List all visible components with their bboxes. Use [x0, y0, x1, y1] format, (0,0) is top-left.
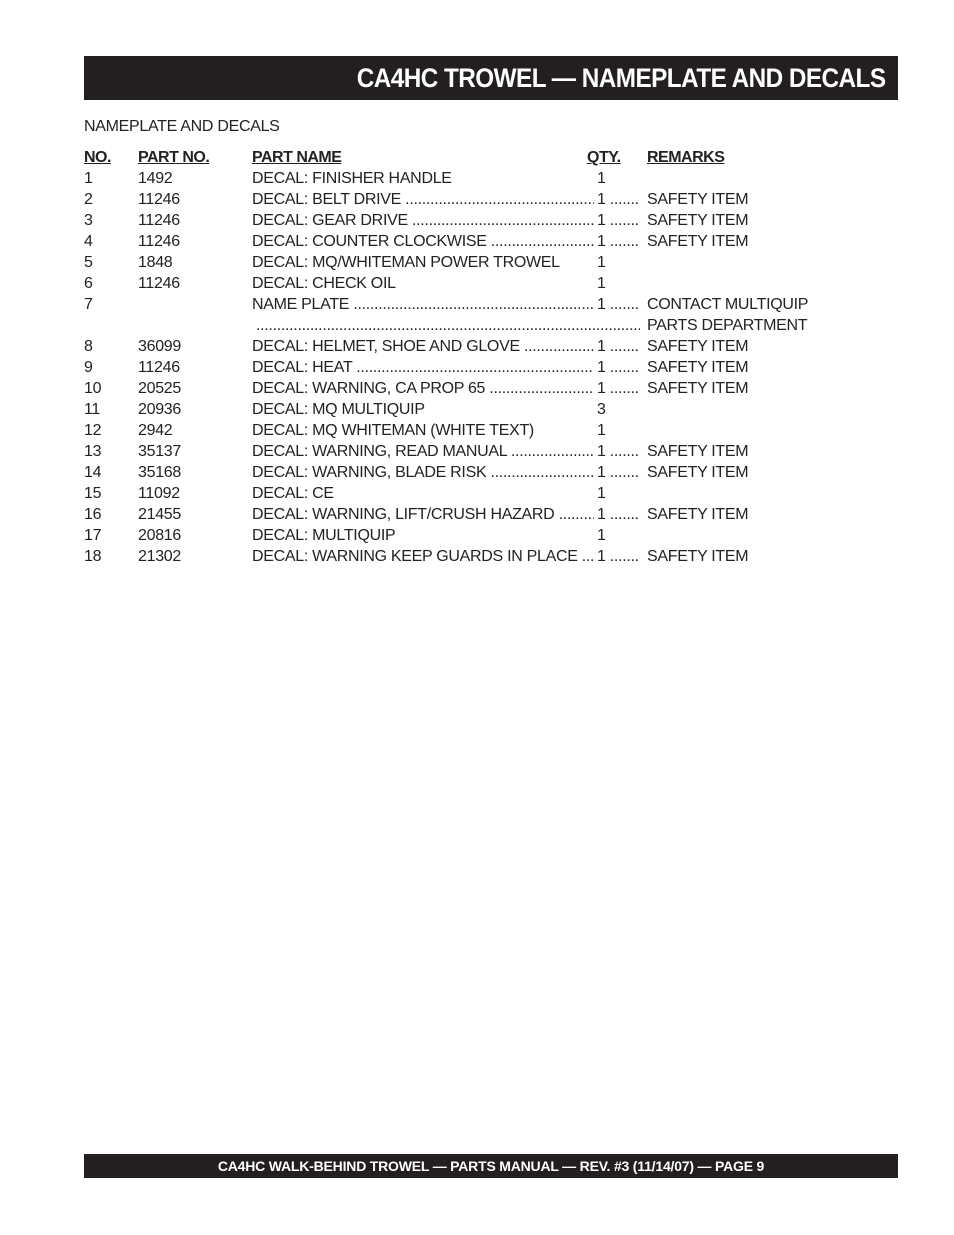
- part-qty: 1: [597, 485, 606, 502]
- part-number-index: 7: [84, 296, 93, 313]
- part-number-index: 1: [84, 170, 93, 187]
- part-name: DECAL: MQ/WHITEMAN POWER TROWEL: [252, 254, 560, 271]
- part-name: DECAL: WARNING, LIFT/CRUSH HAZARD .....: [252, 504, 594, 525]
- part-qty: 1 .......: [597, 546, 645, 567]
- part-no: 11246: [138, 233, 180, 250]
- table-row: [84, 525, 824, 546]
- part-number-index: 2: [84, 191, 93, 208]
- part-qty: 1 .......: [597, 357, 645, 378]
- leader-dots: [256, 315, 640, 336]
- part-no: 21455: [138, 506, 181, 523]
- part-number-index: 3: [84, 212, 93, 229]
- part-qty: 1 .......: [597, 441, 645, 462]
- part-name: DECAL: MQ MULTIQUIP: [252, 401, 425, 418]
- table-row: [84, 336, 824, 357]
- part-name: DECAL: CHECK OIL: [252, 275, 396, 292]
- part-number-index: 16: [84, 506, 102, 523]
- part-remarks: SAFETY ITEM: [647, 233, 749, 250]
- part-name: DECAL: HELMET, SHOE AND GLOVE .....: [252, 336, 594, 357]
- part-qty: 1: [597, 254, 606, 271]
- part-number-index: 4: [84, 233, 93, 250]
- table-row: [84, 252, 824, 273]
- footer-text: CA4HC WALK-BEHIND TROWEL — PARTS MANUAL — REV. #3 (11/14/07) — PAGE 9: [217, 1158, 765, 1174]
- part-qty: 3: [597, 401, 606, 418]
- part-no: 11246: [138, 359, 180, 376]
- table-row: [84, 504, 824, 525]
- part-name: DECAL: MQ WHITEMAN (WHITE TEXT): [252, 422, 534, 439]
- section-title: NAMEPLATE AND DECALS: [84, 118, 280, 135]
- part-number-index: 13: [84, 443, 102, 460]
- part-qty: 1 .......: [597, 294, 645, 315]
- part-no: 2942: [138, 422, 173, 439]
- table-row: [84, 357, 824, 378]
- table-row: [84, 483, 824, 504]
- part-no: 20936: [138, 401, 181, 418]
- part-number-index: 18: [84, 548, 102, 565]
- table-row-continuation: [84, 315, 824, 336]
- part-no: 11246: [138, 212, 180, 229]
- part-remarks: SAFETY ITEM: [647, 443, 749, 460]
- table-row: [84, 462, 824, 483]
- table-row: [84, 441, 824, 462]
- part-number-index: 11: [84, 401, 101, 418]
- part-qty: 1: [597, 422, 606, 439]
- part-qty: 1: [597, 170, 606, 187]
- part-no: 35137: [138, 443, 181, 460]
- part-name: DECAL: BELT DRIVE .....: [252, 189, 594, 210]
- table-row: [84, 273, 824, 294]
- column-header-remarks: REMARKS: [647, 149, 725, 166]
- part-number-index: 17: [84, 527, 102, 544]
- part-remarks: CONTACT MULTIQUIP: [647, 296, 809, 313]
- part-number-index: 6: [84, 275, 93, 292]
- table-row: [84, 231, 824, 252]
- part-no: 20525: [138, 380, 181, 397]
- part-remarks: SAFETY ITEM: [647, 506, 749, 523]
- part-remarks-continuation: PARTS DEPARTMENT: [647, 317, 808, 334]
- table-body: [84, 168, 824, 567]
- table-header-row: [84, 147, 824, 168]
- part-qty: 1: [597, 275, 606, 292]
- part-name: DECAL: COUNTER CLOCKWISE .....: [252, 231, 594, 252]
- part-qty: 1 .......: [597, 336, 645, 357]
- part-no: 11246: [138, 191, 180, 208]
- column-header-part-name: PART NAME: [252, 149, 342, 166]
- part-qty: 1 .......: [597, 378, 645, 399]
- table-row: [84, 210, 824, 231]
- part-number-index: 14: [84, 464, 102, 481]
- part-name: DECAL: WARNING, CA PROP 65 .....: [252, 378, 594, 399]
- part-name: DECAL: WARNING, READ MANUAL .....: [252, 441, 594, 462]
- part-number-index: 8: [84, 338, 93, 355]
- part-remarks: SAFETY ITEM: [647, 380, 749, 397]
- part-name: DECAL: HEAT .....: [252, 357, 594, 378]
- part-no: 21302: [138, 548, 181, 565]
- table-row: [84, 189, 824, 210]
- part-no: 1848: [138, 254, 173, 271]
- part-remarks: SAFETY ITEM: [647, 191, 749, 208]
- parts-table: [84, 147, 824, 567]
- part-remarks: SAFETY ITEM: [647, 338, 749, 355]
- table-row: [84, 546, 824, 567]
- part-no: 20816: [138, 527, 181, 544]
- table-row: [84, 420, 824, 441]
- part-name: DECAL: GEAR DRIVE .....: [252, 210, 594, 231]
- part-number-index: 9: [84, 359, 93, 376]
- part-no: 11092: [138, 485, 180, 502]
- part-qty: 1 .......: [597, 210, 645, 231]
- part-remarks: SAFETY ITEM: [647, 548, 749, 565]
- column-header-qty: QTY.: [587, 149, 621, 166]
- part-name: DECAL: WARNING KEEP GUARDS IN PLACE .....: [252, 546, 594, 567]
- part-no: 36099: [138, 338, 181, 355]
- column-header-part-no: PART NO.: [138, 149, 210, 166]
- part-qty: 1: [597, 527, 606, 544]
- part-name: DECAL: WARNING, BLADE RISK .....: [252, 462, 594, 483]
- part-qty: 1 .......: [597, 231, 645, 252]
- page-title: CA4HC TROWEL — NAMEPLATE AND DECALS: [357, 62, 886, 93]
- part-qty: 1 .......: [597, 189, 645, 210]
- part-number-index: 10: [84, 380, 102, 397]
- part-name: DECAL: CE: [252, 485, 334, 502]
- part-no: 1492: [138, 170, 173, 187]
- table-row: [84, 399, 824, 420]
- part-name: DECAL: FINISHER HANDLE: [252, 170, 452, 187]
- part-number-index: 5: [84, 254, 93, 271]
- table-row: [84, 294, 824, 315]
- table-row: [84, 378, 824, 399]
- part-qty: 1 .......: [597, 504, 645, 525]
- part-name: DECAL: MULTIQUIP: [252, 527, 396, 544]
- part-remarks: SAFETY ITEM: [647, 212, 749, 229]
- part-qty: 1 .......: [597, 462, 645, 483]
- table-row: [84, 168, 824, 189]
- part-number-index: 12: [84, 422, 102, 439]
- part-no: 35168: [138, 464, 181, 481]
- page-footer-bar: [84, 1154, 898, 1178]
- part-name: NAME PLATE .....: [252, 294, 594, 315]
- page-header-bar: [84, 56, 898, 100]
- part-number-index: 15: [84, 485, 102, 502]
- part-remarks: SAFETY ITEM: [647, 464, 749, 481]
- part-remarks: SAFETY ITEM: [647, 359, 749, 376]
- part-no: 11246: [138, 275, 180, 292]
- column-header-no: NO.: [84, 149, 111, 166]
